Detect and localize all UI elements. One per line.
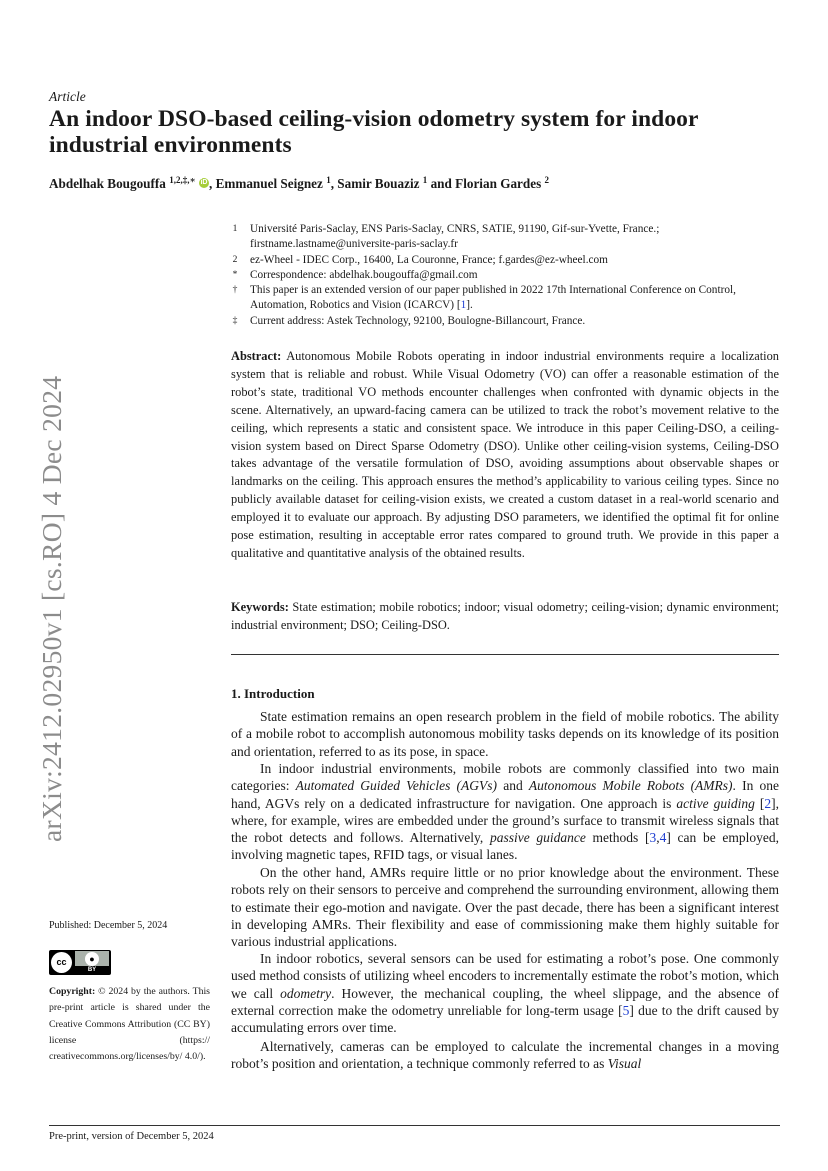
affiliation-mark: 1 [232, 224, 238, 234]
affiliation-item [230, 314, 780, 329]
citation-link[interactable]: 4 [659, 830, 667, 846]
keywords-label: Keywords: [231, 600, 289, 614]
intro-paragraph: On the other hand, AMRs require little or no prior knowledge about the environment. These robots rely on their sensors to perceive and comprehend the surrounding environment, allowing them to estimate their ego-motion and navigate. Over the past decade, there has been a significant interest in developing AMRs. Their flexibility and ease of commissioning make them highly suitable for various industrial applications. [231, 865, 779, 950]
published-date: Published: December 5, 2024 [49, 920, 168, 931]
arxiv-identifier-stamp: arXiv:2412.02950v1 [cs.RO] 4 Dec 2024 [36, 375, 67, 842]
cc-by-license-badge[interactable] [49, 950, 111, 975]
keywords [231, 599, 779, 635]
keywords-text: State estimation; mobile robotics; indoor; visual odometry; ceiling-vision; dynamic environment; industrial environment; DSO; Ceiling-DSO. [231, 600, 779, 632]
author-name: Florian Gardes [455, 176, 542, 191]
affiliation-item [230, 253, 780, 268]
corresponding-author-mark: ∗ [189, 175, 196, 185]
section-divider [231, 654, 779, 655]
affiliation-item [230, 283, 780, 313]
affiliation-text: Université Paris-Saclay, ENS Paris-Saclay, CNRS, SATIE, 91190, Gif-sur-Yvette, France.; firstname.lastname@universite-paris-saclay.fr [250, 223, 660, 250]
attribution-person-icon: ● [85, 952, 99, 966]
author-name: Samir Bouaziz [337, 176, 420, 191]
intro-paragraph: Alternatively, cameras can be employed to calculate the incremental changes in a moving robot’s position and orientation, a technique commonly referred to as Visual [231, 1039, 779, 1072]
intro-paragraph: In indoor industrial environments, mobile robots are commonly classified into two main categories: Automated Guided Vehicles (AGVs) and Autonomous Mobile Robots (AMRs). In one hand, AGVs rely on a dedicated infrastructure for navigation. One approach is active guiding [2], where, for example, wires are embedded under the ground’s surface to transmit wireless signals that the robot detects and follows. Alternatively, passive guidance methods [3,4] can be employed, involving magnetic tapes, RFID tags, or visual lanes. [231, 761, 779, 863]
affiliation-mark: * [232, 270, 238, 280]
affiliation-text: ez-Wheel - IDEC Corp., 16400, La Couronne, France; f.gardes@ez-wheel.com [250, 254, 608, 266]
author-name: Emmanuel Seignez [215, 176, 323, 191]
extended-version-note: This paper is an extended version of our paper published in 2022 17th International Conference on Control, Automation, Robotics and Vision (ICARCV) [1]. [250, 284, 736, 311]
author-list: Abdelhak Bougouffa $^{1,2,\ddagger,∗}$ iD , Emmanuel Seignez $^1$, Samir Bouaziz $^1$ and Florian Gardes $^2$ [49, 175, 550, 191]
author-name: Abdelhak Bougouffa [49, 176, 166, 191]
orcid-icon[interactable]: iD [200, 179, 208, 186]
affiliation-item [230, 222, 780, 252]
citation-link[interactable]: 2 [764, 795, 772, 811]
affiliation-item [230, 268, 780, 283]
author-affil-marks: 1 [422, 175, 428, 185]
abstract [231, 348, 779, 563]
current-address-note: Current address: Astek Technology, 92100, Boulogne-Billancourt, France. [250, 315, 586, 327]
citation-link[interactable]: 5 [622, 1002, 630, 1018]
footer-divider [49, 1125, 780, 1126]
correspondence-text: Correspondence: abdelhak.bougouffa@gmail.com [250, 269, 478, 281]
creative-commons-icon: cc [51, 952, 72, 973]
intro-paragraph: In indoor robotics, several sensors can be used for estimating a robot’s pose. One commonly used method consists of utilizing wheel encoders to incrementally estimate the robot’s motion, which we call odometry. However, the mechanical coupling, the wheel slippage, and the absence of external correction make the odometry unreliable for long-term usage [5] due to the drift caused by accumulating errors over time. [231, 951, 780, 1036]
copyright-text: © 2024 by the authors. This pre-print article is shared under the Creative Commons Attribution (CC BY) license (https:// creativecommons.org/licenses/by/ 4.0/). [49, 986, 210, 1063]
author-affil-marks: 1,2,‡, [169, 175, 190, 185]
citation-link[interactable]: 3 [649, 830, 657, 846]
affiliation-mark: ‡ [232, 316, 238, 326]
author-affil-marks: 2 [544, 175, 550, 185]
article-type-label: Article [49, 89, 86, 104]
citation-link[interactable]: 1 [460, 299, 467, 311]
affiliation-mark: † [232, 285, 238, 295]
copyright-label: Copyright: [49, 986, 96, 997]
paper-title: An indoor DSO-based ceiling-vision odometry system for indoor industrial environments [49, 106, 699, 158]
abstract-text: Autonomous Mobile Robots operating in indoor industrial environments require a localization system that is reliable and robust. While Visual Odometry (VO) can offer a reasonable estimation of the robot’s state, traditional VO methods encounter challenges when confronted with dynamic objects in the scene. Alternatively, an upward-facing camera can be utilized to track the robot’s movement relative to the ceiling, which represents a static and consistent space. We introduce in this paper Ceiling-DSO, a ceiling-vision system based on Direct Sparse Odometry (DSO). Unlike other ceiling-vision systems, Ceiling-DSO takes advantage of the versatile formulation of DSO, avoiding assumptions about observable shapes or landmarks on the ceiling. This approach ensures the method’s applicability to various ceiling types. Since no publicly available dataset for ceiling-vision exists, we created a custom dataset in a real-world scenario and employed it to evaluate our approach. By adjusting DSO parameters, we identified the optimal fit for online pose estimation, resulting in acceptable error rates compared to ground truth. We provide in this paper a qualitative and quantitative analysis of the obtained results. [231, 349, 779, 560]
section-heading: 1. Introduction [231, 686, 315, 701]
abstract-label: Abstract: [231, 349, 282, 363]
affiliation-mark: 2 [232, 255, 238, 265]
intro-paragraph: State estimation remains an open research problem in the field of mobile robotics. The ability of a mobile robot to accomplish autonomous mobility tasks depends on its knowledge of its position and orientation, referred to as its pose, in space. [231, 709, 779, 759]
author-affil-marks: 1 [326, 175, 331, 185]
copyright-notice [49, 984, 210, 1065]
by-label: BY [75, 966, 109, 974]
page-footer: Pre-print, version of December 5, 2024 [49, 1131, 214, 1142]
